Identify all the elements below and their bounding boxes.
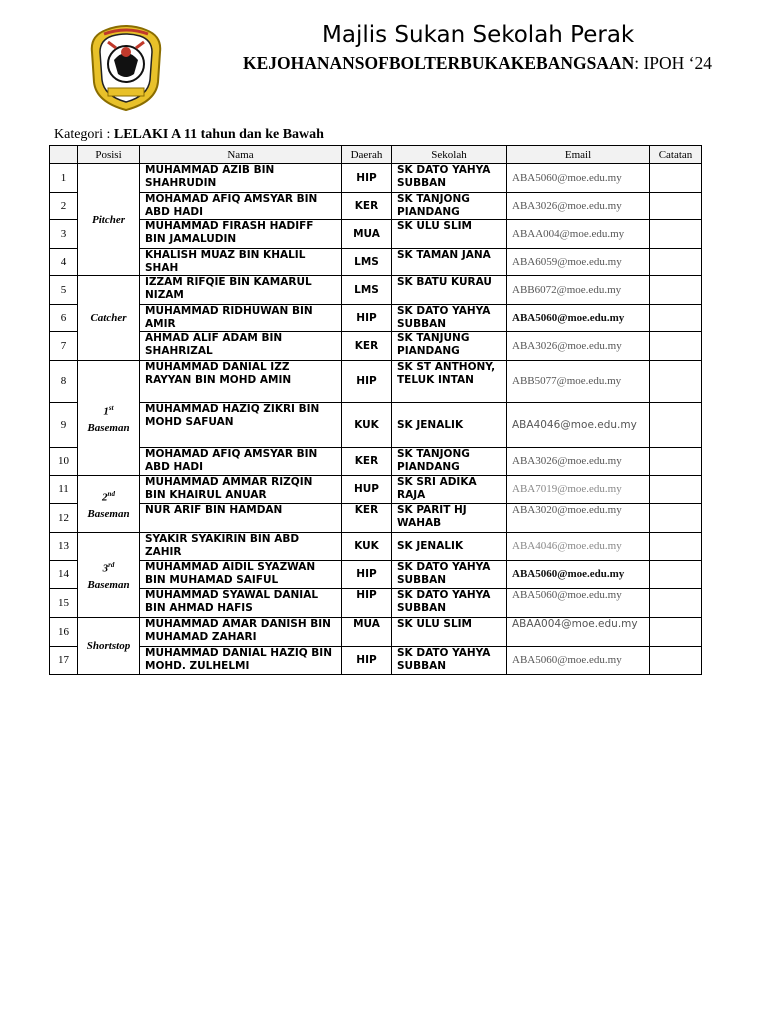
row-number: 16 xyxy=(50,618,78,647)
category-line xyxy=(54,127,324,143)
first-sup: st xyxy=(108,404,114,413)
row-number: 12 xyxy=(50,504,78,533)
player-note xyxy=(650,164,702,193)
table-row xyxy=(50,476,702,504)
player-name: MUHAMMAD SYAWAL DANIAL BIN AHMAD HAFIS xyxy=(140,589,342,618)
player-email: ABA7019@moe.edu.my xyxy=(507,476,650,504)
table-row xyxy=(50,533,702,561)
player-email: ABA3026@moe.edu.my xyxy=(507,448,650,476)
player-district: KER xyxy=(342,448,392,476)
first-word: Baseman xyxy=(87,421,130,434)
player-school: SK DATO YAHYA SUBBAN xyxy=(392,561,507,589)
player-note xyxy=(650,589,702,618)
player-name: KHALISH MUAZ BIN KHALIL SHAH xyxy=(140,249,342,276)
player-district: HIP xyxy=(342,561,392,589)
player-district: KER xyxy=(342,504,392,533)
table-row xyxy=(50,193,702,220)
crest-logo xyxy=(86,22,166,114)
row-number: 2 xyxy=(50,193,78,220)
player-school: SK TANJONG PIANDANG xyxy=(392,193,507,220)
player-school: SK JENALIK xyxy=(392,403,507,448)
table-row xyxy=(50,249,702,276)
player-email: ABA5060@moe.edu.my xyxy=(507,164,650,193)
player-district: HIP xyxy=(342,361,392,403)
header-no xyxy=(50,146,78,164)
player-email: ABB5077@moe.edu.my xyxy=(507,361,650,403)
player-note xyxy=(650,305,702,332)
player-district: KER xyxy=(342,332,392,361)
player-school: SK PARIT HJ WAHAB xyxy=(392,504,507,533)
table-row xyxy=(50,504,702,533)
row-number: 1 xyxy=(50,164,78,193)
player-note xyxy=(650,361,702,403)
position-shortstop: Shortstop xyxy=(78,618,140,675)
player-district: KER xyxy=(342,193,392,220)
position-first-baseman xyxy=(78,361,140,476)
player-name: SYAKIR SYAKIRIN BIN ABD ZAHIR xyxy=(140,533,342,561)
row-number: 10 xyxy=(50,448,78,476)
category-value: LELAKI A 11 tahun dan ke Bawah xyxy=(113,127,324,142)
player-school: SK TAMAN JANA xyxy=(392,249,507,276)
position-third-baseman xyxy=(78,533,140,618)
player-name: MUHAMMAD AZIB BIN SHAHRUDIN xyxy=(140,164,342,193)
player-note xyxy=(650,276,702,305)
player-note xyxy=(650,618,702,647)
player-table xyxy=(49,145,702,675)
organization-title: Majlis Sukan Sekolah Perak xyxy=(322,22,635,48)
player-name: AHMAD ALIF ADAM BIN SHAHRIZAL xyxy=(140,332,342,361)
header-nama: Nama xyxy=(140,146,342,164)
header-sekolah: Sekolah xyxy=(392,146,507,164)
player-email: ABA5060@moe.edu.my xyxy=(507,305,650,332)
row-number: 3 xyxy=(50,220,78,249)
player-school: SK BATU KURAU xyxy=(392,276,507,305)
row-number: 11 xyxy=(50,476,78,504)
player-note xyxy=(650,561,702,589)
player-district: MUA xyxy=(342,220,392,249)
player-name: MUHAMMAD AMMAR RIZQIN BIN KHAIRUL ANUAR xyxy=(140,476,342,504)
category-label: Kategori : xyxy=(54,127,114,142)
player-note xyxy=(650,504,702,533)
player-district: KUK xyxy=(342,533,392,561)
player-name: MUHAMMAD FIRASH HADIFF BIN JAMALUDIN xyxy=(140,220,342,249)
player-school: SK DATO YAHYA SUBBAN xyxy=(392,589,507,618)
player-name: MUHAMMAD DANIAL IZZ RAYYAN BIN MOHD AMIN xyxy=(140,361,342,403)
player-district: KUK xyxy=(342,403,392,448)
player-district: HUP xyxy=(342,476,392,504)
player-name: MOHAMAD AFIQ AMSYAR BIN ABD HADI xyxy=(140,193,342,220)
second-num: 2 xyxy=(102,491,108,504)
player-note xyxy=(650,448,702,476)
player-school: SK DATO YAHYA SUBBAN xyxy=(392,305,507,332)
table-row xyxy=(50,361,702,403)
table-row xyxy=(50,164,702,193)
event-name: KEJOHANANSOFBOLTERBUKAKEBANGSAAN xyxy=(243,53,635,73)
header-email: Email xyxy=(507,146,650,164)
third-word: Baseman xyxy=(87,578,130,591)
player-school: SK ULU SLIM xyxy=(392,220,507,249)
second-word: Baseman xyxy=(87,507,130,520)
player-name: MUHAMMAD RIDHUWAN BIN AMIR xyxy=(140,305,342,332)
player-name: MUHAMMAD AIDIL SYAZWAN BIN MUHAMAD SAIFUL xyxy=(140,561,342,589)
player-district: HIP xyxy=(342,647,392,675)
player-email: ABA5060@moe.edu.my xyxy=(507,561,650,589)
first-num: 1 xyxy=(103,405,109,418)
player-email: ABA4046@moe.edu.my xyxy=(507,403,650,448)
player-school: SK ULU SLIM xyxy=(392,618,507,647)
table-row xyxy=(50,561,702,589)
third-num: 3 xyxy=(102,562,109,575)
player-school: SK DATO YAHYA SUBBAN xyxy=(392,164,507,193)
player-note xyxy=(650,220,702,249)
table-header-row xyxy=(50,146,702,164)
player-email: ABB6072@moe.edu.my xyxy=(507,276,650,305)
player-name: NUR ARIF BIN HAMDAN xyxy=(140,504,342,533)
player-email: ABA5060@moe.edu.my xyxy=(507,647,650,675)
player-school: SK SRI ADIKA RAJA xyxy=(392,476,507,504)
table-row xyxy=(50,332,702,361)
event-title xyxy=(243,53,712,74)
player-district: HIP xyxy=(342,164,392,193)
player-district: HIP xyxy=(342,589,392,618)
row-number: 17 xyxy=(50,647,78,675)
header-posisi: Posisi xyxy=(78,146,140,164)
header-daerah: Daerah xyxy=(342,146,392,164)
player-district: MUA xyxy=(342,618,392,647)
table-row xyxy=(50,448,702,476)
player-email: ABAA004@moe.edu.my xyxy=(507,618,650,647)
player-name: MUHAMMAD HAZIQ ZIKRI BIN MOHD SAFUAN xyxy=(140,403,342,448)
player-note xyxy=(650,476,702,504)
table-row xyxy=(50,589,702,618)
player-email: ABA4046@moe.edu.my xyxy=(507,533,650,561)
row-number: 7 xyxy=(50,332,78,361)
table-row xyxy=(50,647,702,675)
player-note xyxy=(650,332,702,361)
position-pitcher: Pitcher xyxy=(78,164,140,276)
row-number: 4 xyxy=(50,249,78,276)
position-second-baseman xyxy=(78,476,140,533)
table-row xyxy=(50,618,702,647)
row-number: 14 xyxy=(50,561,78,589)
player-name: MUHAMMAD AMAR DANISH BIN MUHAMAD ZAHARI xyxy=(140,618,342,647)
player-school: SK JENALIK xyxy=(392,533,507,561)
row-number: 5 xyxy=(50,276,78,305)
player-name: MUHAMMAD DANIAL HAZIQ BIN MOHD. ZULHELMI xyxy=(140,647,342,675)
player-note xyxy=(650,533,702,561)
player-email: ABA3026@moe.edu.my xyxy=(507,193,650,220)
player-district: LMS xyxy=(342,249,392,276)
player-district: LMS xyxy=(342,276,392,305)
player-email: ABA3026@moe.edu.my xyxy=(507,332,650,361)
event-location: : IPOH ‘24 xyxy=(634,53,713,73)
row-number: 8 xyxy=(50,361,78,403)
player-note xyxy=(650,249,702,276)
table-row xyxy=(50,276,702,305)
player-name: IZZAM RIFQIE BIN KAMARUL NIZAM xyxy=(140,276,342,305)
position-catcher: Catcher xyxy=(78,276,140,361)
row-number: 6 xyxy=(50,305,78,332)
table-row xyxy=(50,403,702,448)
player-school: SK TANJONG PIANDANG xyxy=(392,448,507,476)
table-row xyxy=(50,220,702,249)
player-email: ABA3020@moe.edu.my xyxy=(507,504,650,533)
row-number: 9 xyxy=(50,403,78,448)
player-email: ABAA004@moe.edu.my xyxy=(507,220,650,249)
header-catatan: Catatan xyxy=(650,146,702,164)
table-row xyxy=(50,305,702,332)
second-sup: nd xyxy=(107,490,115,499)
third-sup: rd xyxy=(108,561,115,570)
player-note xyxy=(650,403,702,448)
player-note xyxy=(650,647,702,675)
player-school: SK DATO YAHYA SUBBAN xyxy=(392,647,507,675)
row-number: 15 xyxy=(50,589,78,618)
player-district: HIP xyxy=(342,305,392,332)
player-email: ABA5060@moe.edu.my xyxy=(507,589,650,618)
player-name: MOHAMAD AFIQ AMSYAR BIN ABD HADI xyxy=(140,448,342,476)
player-school: SK TANJUNG PIANDANG xyxy=(392,332,507,361)
player-school: SK ST ANTHONY, TELUK INTAN xyxy=(392,361,507,403)
player-note xyxy=(650,193,702,220)
player-email: ABA6059@moe.edu.my xyxy=(507,249,650,276)
row-number: 13 xyxy=(50,533,78,561)
